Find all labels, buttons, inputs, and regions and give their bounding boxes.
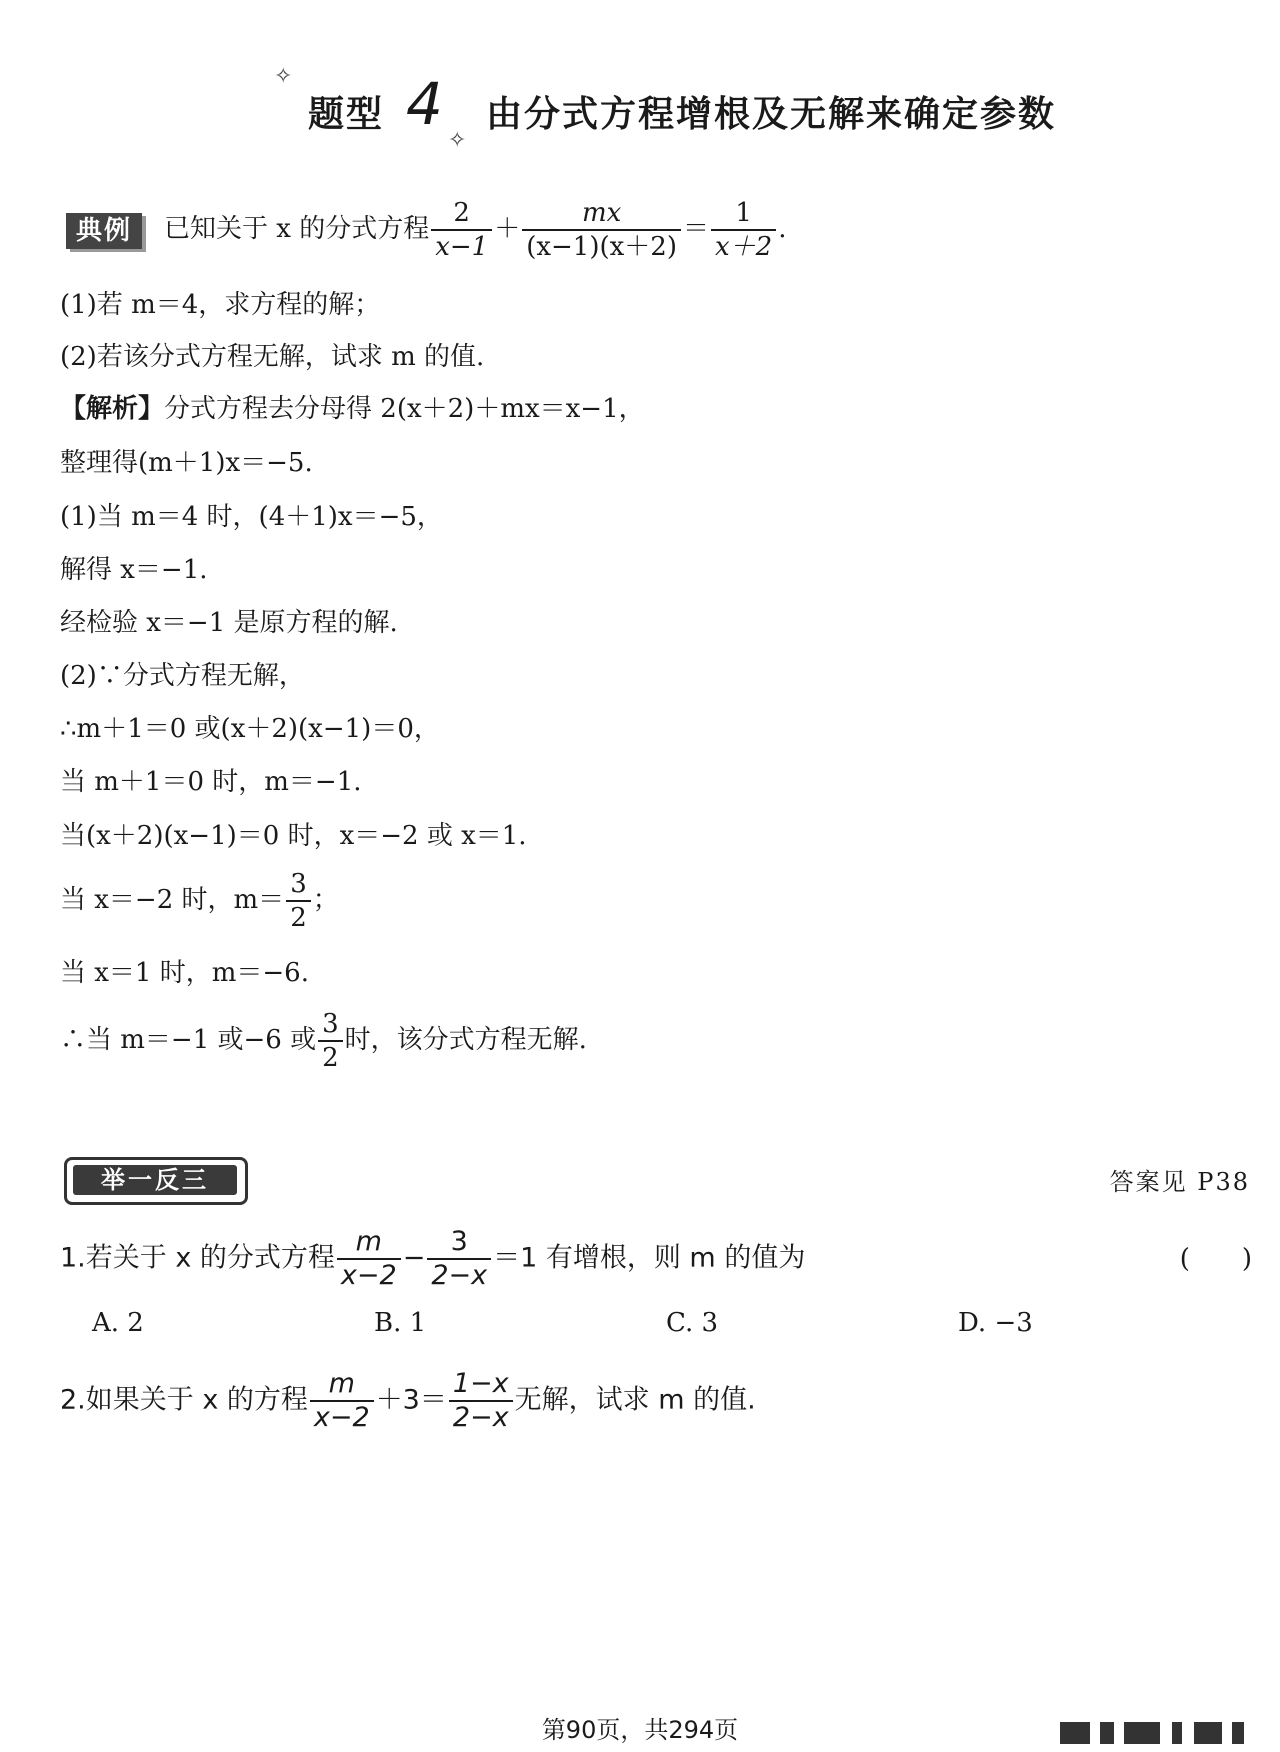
title-prefix: 题型 (308, 94, 385, 135)
fraction-denominator: 2 (290, 903, 307, 933)
fraction (286, 868, 311, 934)
answer-reference: 答案见 P38 (1109, 1168, 1250, 1196)
solution-line-2: 整理得(m＋1)x＝−5. (60, 448, 313, 478)
operator: ＝ (683, 214, 710, 244)
page-number: 第90页，共294页 (541, 1716, 739, 1744)
fraction-numerator: 3 (286, 868, 311, 902)
fraction-denominator: x−2 (340, 1260, 397, 1291)
fraction-denominator: 2−x (431, 1260, 488, 1291)
fraction (522, 197, 681, 263)
example-statement (164, 197, 787, 263)
solution-line-5: 经检验 x＝−1 是原方程的解. (60, 608, 398, 638)
fraction-numerator: 3 (318, 1008, 343, 1042)
solution-line-1 (60, 388, 645, 425)
sparkle-icon: ✧ (274, 64, 293, 89)
option-c: C. 3 (666, 1308, 719, 1338)
solution-text: 时，该分式方程无解. (344, 1025, 587, 1055)
solution-line-12 (60, 1008, 587, 1074)
fraction-denominator: x−1 (435, 232, 489, 262)
question-text: 1.若关于 x 的分式方程 (60, 1242, 335, 1274)
fraction-numerator: m (337, 1226, 401, 1260)
solution-text: ∴当 m＝−1 或−6 或 (60, 1025, 317, 1055)
option-d: D. −3 (958, 1308, 1033, 1338)
practice-question-1 (60, 1226, 805, 1292)
example-badge: 典例 (66, 213, 142, 249)
period: . (778, 214, 787, 244)
section-title (0, 64, 1280, 153)
solution-line-8: 当 m＋1＝0 时，m＝−1. (60, 767, 362, 797)
fraction (449, 1368, 513, 1434)
solution-text: ； (312, 885, 339, 915)
fraction-numerator: 1 (711, 197, 776, 231)
fraction (711, 197, 776, 263)
fraction (310, 1368, 374, 1434)
question-text: ＋3＝ (375, 1384, 447, 1416)
solution-label: 【解析】 (60, 394, 165, 424)
example-question-1: (1)若 m＝4，求方程的解； (60, 290, 381, 320)
solution-line-11: 当 x＝1 时，m＝−6. (60, 958, 309, 988)
solution-line-9: 当(x＋2)(x−1)＝0 时，x＝−2 或 x＝1. (60, 821, 527, 851)
fraction-denominator: 2−x (452, 1402, 509, 1433)
solution-line-4: 解得 x＝−1. (60, 555, 208, 585)
fraction (318, 1008, 343, 1074)
fraction (427, 1226, 491, 1292)
practice-badge-label: 举一反三 (73, 1165, 237, 1195)
fraction-numerator: 2 (431, 197, 492, 231)
title-text: 由分式方程增根及无解来确定参数 (486, 94, 1057, 135)
scan-artifact (1060, 1722, 1260, 1744)
fraction-numerator: 3 (427, 1226, 491, 1260)
solution-line-6: (2)∵分式方程无解， (60, 661, 305, 691)
option-b: B. 1 (374, 1308, 427, 1338)
fraction-denominator: 2 (322, 1043, 339, 1073)
fraction-numerator: mx (522, 197, 681, 231)
option-a: A. 2 (92, 1308, 144, 1338)
fraction-denominator: x−2 (313, 1402, 370, 1433)
practice-badge (64, 1157, 248, 1205)
example-question-2: (2)若该分式方程无解，试求 m 的值. (60, 342, 485, 372)
fraction (431, 197, 492, 263)
fraction (337, 1226, 401, 1292)
question-text: 2.如果关于 x 的方程 (60, 1384, 308, 1416)
solution-text: 当 x＝−2 时，m＝ (60, 885, 285, 915)
solution-line-3: (1)当 m＝4 时，(4＋1)x＝−5， (60, 502, 443, 532)
solution-text: 分式方程去分母得 2(x＋2)＋mx＝x−1， (164, 394, 645, 424)
title-number: 4 (406, 70, 443, 138)
question-text: 无解，试求 m 的值. (514, 1384, 756, 1416)
operator: − (402, 1242, 426, 1274)
fraction-numerator: 1−x (449, 1368, 513, 1402)
answer-blank: ( ) (1179, 1244, 1252, 1274)
fraction-denominator: x＋2 (715, 232, 773, 262)
solution-line-7: ∴m＋1＝0 或(x＋2)(x−1)＝0， (60, 714, 440, 744)
solution-line-10 (60, 868, 339, 934)
operator: ＋ (494, 214, 521, 244)
sparkle-icon: ✧ (448, 128, 467, 153)
fraction-denominator: (x−1)(x＋2) (526, 232, 677, 262)
practice-question-2 (60, 1368, 756, 1434)
example-intro: 已知关于 x 的分式方程 (164, 214, 430, 244)
fraction-numerator: m (310, 1368, 374, 1402)
question-text: ＝1 有增根，则 m 的值为 (493, 1242, 806, 1274)
